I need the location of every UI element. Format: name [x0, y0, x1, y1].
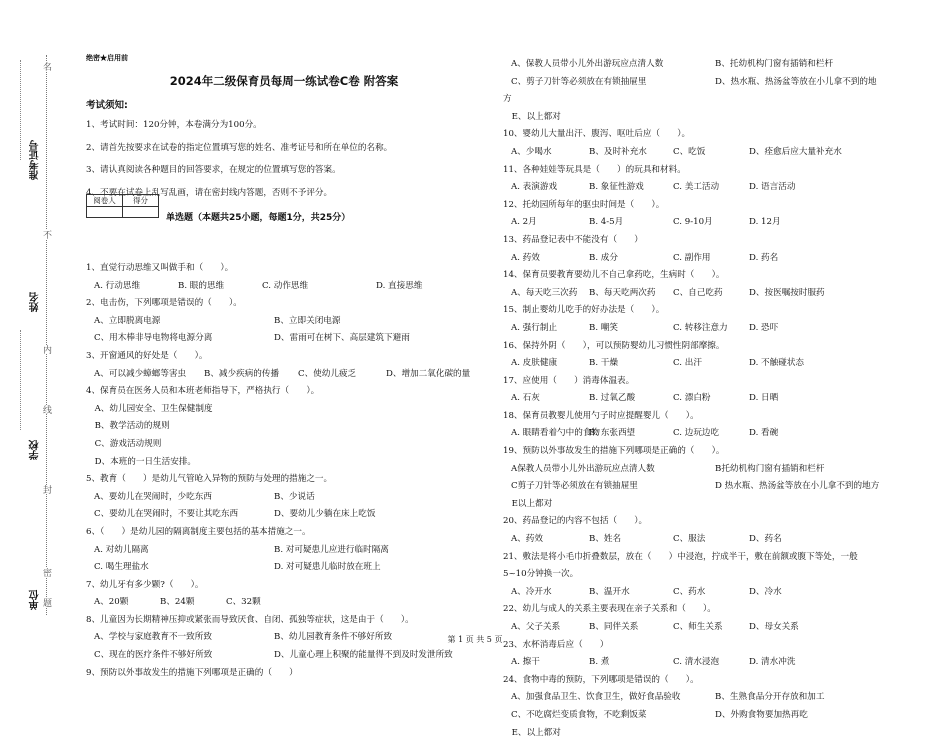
question-line: 22、幼儿与成人的关系主要表现在亲子关系和（ ）。	[503, 604, 716, 615]
option-row	[503, 707, 908, 725]
option-choice: A、立即脱离电源	[94, 315, 161, 326]
option-choice: A. 眼睛看着勺中的食物	[511, 428, 601, 439]
question-line: 8、儿童因为长期精神压抑或紧张而导致厌食、自闭、孤独等症状，这是由于（ ）。	[86, 614, 414, 625]
option-choice: B. 煮	[589, 657, 610, 668]
option-choice: C. 美工活动	[673, 182, 720, 193]
option-choice: C剪子刀针等必须放在有锁抽屉里	[511, 481, 638, 492]
question-line: 21、敷法是将小毛巾折叠数层，放在（ ）中浸泡，拧成半干，敷在前额或腹下等处，一般	[503, 551, 858, 562]
option-row	[86, 313, 482, 331]
option-choice: A、药效	[511, 534, 543, 545]
option-choice: C、现在的医疗条件不够好所致	[94, 650, 213, 661]
option-choice: C、不吃腐烂变质食物，不吃剩饭菜	[511, 709, 647, 720]
option-choice: D. 12月	[749, 217, 781, 228]
margin-label-name: 姓名	[30, 292, 41, 312]
option-choice: B、同伴关系	[589, 622, 639, 632]
question-line: 18、保育员教婴儿使用勺子时应提醒婴儿（ ）。	[503, 410, 699, 421]
question-line: E、以上都对	[503, 111, 561, 122]
option-row	[503, 250, 908, 268]
margin-label-school: 学校	[30, 440, 41, 460]
option-choice: A. 擦干	[511, 657, 540, 668]
option-choice: C、使幼儿疲乏	[298, 368, 357, 379]
option-choice: A. 皮肤健康	[511, 358, 558, 369]
option-row	[503, 179, 908, 197]
left-question-column	[86, 260, 482, 682]
seal-char: 内	[41, 345, 51, 354]
page-title: 2024年二级保育员每周一练试卷C卷 附答案	[169, 74, 399, 88]
option-choice: A. 药效	[511, 252, 540, 263]
option-choice: B、及时补充水	[589, 146, 647, 157]
option-choice: D、冷水	[749, 586, 782, 597]
option-choice: C. 漂白粉	[673, 393, 711, 404]
option-row	[503, 654, 908, 672]
option-choice: D. 不触碰状态	[749, 358, 805, 369]
option-choice: D、热水瓶、热汤盆等放在小儿拿不到的地	[715, 76, 877, 87]
option-choice: D. 直接思维	[376, 280, 423, 291]
option-choice: B. 象征性游戏	[589, 182, 644, 193]
option-choice: A、父子关系	[511, 622, 561, 632]
question-line: 7、幼儿牙有多少颗?（ ）。	[86, 579, 204, 590]
score-header-grader: 阅卷人	[87, 195, 123, 207]
question-line: 23、水杯消毒后应（ ）	[503, 639, 609, 650]
option-choice: A. 表演游戏	[511, 182, 558, 193]
option-choice: A、每天吃三次药	[511, 287, 578, 298]
option-choice: D、儿童心理上积聚的能量得不到及时发泄所致	[274, 650, 453, 661]
option-row	[86, 647, 482, 665]
score-header-score: 得分	[123, 195, 159, 207]
notice-item: 2、请首先按要求在试卷的指定位置填写您的姓名、准考证号和所在单位的名称。	[86, 142, 393, 153]
notice-item: 1、考试时间：120分钟，本卷满分为100分。	[86, 120, 262, 130]
option-choice: A、加强食品卫生、饮食卫生，做好食品验收	[511, 692, 681, 703]
question-line: 24、食物中毒的预防，下列哪项是错误的（ ）。	[503, 674, 699, 685]
option-choice: A. 强行制止	[511, 322, 558, 333]
option-row	[86, 366, 482, 384]
option-choice: C、师生关系	[673, 622, 723, 632]
option-choice: A. 2月	[511, 217, 537, 228]
option-choice: B、生熟食品分开存放和加工	[715, 692, 825, 703]
notice-list	[86, 114, 392, 204]
confidential-mark: 绝密★启用前	[86, 53, 128, 62]
option-choice: D、药名	[749, 534, 782, 545]
option-choice: D. 药名	[749, 252, 779, 263]
question-line: E以上都对	[503, 498, 553, 509]
question-line: 4、保育员在医务人员和本班老师指导下，严格执行（ ）。	[86, 386, 320, 397]
option-row	[503, 425, 908, 443]
option-choice: D. 看碗	[749, 428, 779, 439]
notice-heading: 考试须知:	[86, 100, 128, 111]
option-choice: C. 9-10月	[673, 217, 713, 228]
option-choice: A、少喝水	[511, 146, 552, 157]
question-line: B、教学活动的规则	[86, 421, 170, 432]
option-choice: C、药水	[673, 586, 706, 597]
binding-margin	[0, 0, 70, 671]
option-row	[503, 74, 908, 92]
option-choice: D. 恐吓	[749, 322, 779, 333]
option-choice: D、增加二氧化碳的量	[386, 368, 471, 379]
seal-char: 线	[41, 405, 51, 414]
section-title: 单选题（本题共25小题，每题1分，共25分）	[166, 213, 351, 223]
option-choice: D、要幼儿少躺在床上吃饭	[274, 509, 376, 520]
score-cell	[87, 207, 123, 218]
option-choice: C、32颗	[226, 597, 261, 608]
question-line: 14、保育员要教育要幼儿不自己拿药吃，生病时（ ）。	[503, 270, 725, 281]
option-choice: C、要幼儿在哭闹时，不要让其吃东西	[94, 509, 239, 520]
seal-char: 封	[41, 485, 51, 494]
option-choice: D. 清水冲洗	[749, 657, 796, 668]
option-row	[503, 390, 908, 408]
margin-label-exam-id: 准考证号	[30, 140, 41, 180]
question-line: 2、电击伤，下列哪项是错误的（ ）。	[86, 298, 242, 309]
option-choice: D. 对可疑患儿临时放在班上	[274, 562, 381, 573]
option-row	[503, 531, 908, 549]
question-line: 1、直觉行动思维又叫做手和（ ）。	[86, 263, 234, 273]
option-choice: C、自己吃药	[673, 287, 723, 298]
option-row	[86, 278, 482, 296]
question-line: 5、教育（ ）是幼儿气管呛入异物的预防与处理的措施之一。	[86, 474, 333, 485]
question-line: A、幼儿园安全、卫生保健制度	[86, 403, 213, 414]
seal-char: 密	[41, 568, 51, 577]
option-choice: B. 嘲笑	[589, 322, 618, 333]
question-line: 13、药品登记表中不能没有（ ）	[503, 234, 643, 245]
option-row	[86, 542, 482, 560]
option-choice: C、服法	[673, 534, 706, 545]
option-choice: A保教人员带小儿外出游玩应点清人数	[511, 463, 655, 474]
option-choice: B、托幼机构门窗有插销和栏杆	[715, 59, 834, 69]
margin-label-unit: 单位	[30, 590, 41, 610]
option-choice: D、按医嘱按时服药	[749, 287, 825, 298]
option-choice: B、幼儿园教育条件不够好所致	[274, 632, 393, 643]
option-row	[86, 506, 482, 524]
option-choice: A、冷开水	[511, 586, 552, 597]
option-choice: B、每天吃两次药	[589, 287, 656, 298]
question-line: E、以上都对	[503, 727, 561, 738]
question-line: 9、预防以外事故发生的措施下列哪项是正确的（ ）	[86, 667, 298, 678]
notice-item: 3、请认真阅读各种题目的回答要求，在规定的位置填写您的答案。	[86, 165, 341, 175]
option-choice: D、痊愈后应大量补充水	[749, 146, 842, 157]
option-choice: D 热水瓶、热汤盆等放在小儿拿不到的地方	[715, 481, 880, 492]
seal-char: 名	[41, 62, 51, 71]
option-choice: C. 边玩边吃	[673, 428, 720, 439]
option-choice: A. 对幼儿隔离	[94, 544, 149, 555]
option-row	[86, 559, 482, 577]
question-line: C、游戏活动规则	[86, 438, 162, 449]
question-line: 17、应使用（ ）消毒体温表。	[503, 375, 635, 386]
notice-item: 4、不要在试卷上乱写乱画，请在密封线内答题，否则不予评分。	[86, 187, 333, 198]
option-row	[86, 594, 482, 612]
option-choice: C. 转移注意力	[673, 322, 728, 333]
seal-char: 题	[41, 598, 51, 607]
option-choice: B. 成分	[589, 252, 618, 263]
option-choice: A. 石灰	[511, 393, 540, 404]
option-choice: B. 干燥	[589, 358, 618, 369]
question-line: 19、预防以外事故发生的措施下列哪项是正确的（ ）。	[503, 446, 725, 457]
option-choice: B. 4-5月	[589, 217, 624, 228]
seal-line	[46, 55, 47, 615]
seal-char: 不	[41, 230, 51, 239]
option-row	[503, 689, 908, 707]
option-choice: A. 行动思维	[94, 280, 141, 291]
option-choice: D. 语言活动	[749, 182, 796, 193]
score-table	[86, 194, 159, 218]
option-row	[503, 214, 908, 232]
option-choice: B、姓名	[589, 534, 622, 545]
option-choice: C. 动作思维	[262, 280, 309, 291]
question-line: 16、保持外阴（ ），可以预防婴幼儿习惯性阴部摩擦。	[503, 340, 725, 351]
option-choice: B、少说话	[274, 491, 315, 502]
option-choice: C、剪子刀针等必须放在有锁抽屉里	[511, 76, 647, 87]
question-line: 方	[503, 94, 512, 105]
option-choice: B. 对可疑患儿应进行临时隔离	[274, 544, 389, 555]
option-row	[86, 330, 482, 348]
question-line: 3、开窗通风的好处是（ ）。	[86, 350, 208, 361]
option-choice: B、温开水	[589, 586, 630, 597]
option-choice: C. 副作用	[673, 252, 711, 263]
option-choice: C. 清水浸泡	[673, 657, 720, 668]
page-number: 第 1 页 共 5 页	[447, 635, 503, 644]
question-line: 6、（ ）是幼儿园的隔离制度主要包括的基本措施之一。	[86, 526, 311, 537]
option-choice: B、减少疾病的传播	[204, 368, 280, 379]
option-row	[503, 355, 908, 373]
question-line: 12、托幼园所每年的驱虫时间是（ ）。	[503, 199, 665, 210]
option-row	[503, 478, 908, 496]
option-choice: B、立即关闭电源	[274, 315, 341, 326]
option-row	[503, 584, 908, 602]
question-line: D、本班的一日生活安排。	[86, 456, 197, 467]
option-choice: A、保教人员带小儿外出游玩应点清人数	[511, 59, 664, 69]
option-choice: D. 日晒	[749, 393, 779, 404]
question-line: 20、药品登记的内容不包括（ ）。	[503, 516, 648, 527]
option-row	[503, 285, 908, 303]
option-choice: D、外购食物要加热再吃	[715, 709, 808, 720]
option-choice: B. 东张西望	[589, 428, 636, 439]
option-row	[503, 56, 908, 74]
question-line: 5~10分钟换一次。	[503, 569, 579, 580]
option-choice: B托幼机构门窗有插销和栏杆	[715, 463, 825, 474]
score-cell	[123, 207, 159, 218]
option-choice: B. 过氧乙酸	[589, 393, 636, 404]
option-row	[503, 320, 908, 338]
option-choice: A、20颗	[94, 597, 129, 608]
option-choice: A、学校与家庭教育不一致所致	[94, 632, 212, 643]
option-row	[86, 489, 482, 507]
option-choice: C、吃饭	[673, 146, 706, 157]
question-line: 15、制止婴幼儿吃手的好办法是（ ）。	[503, 305, 665, 316]
option-choice: C. 出汗	[673, 358, 702, 369]
option-choice: C、用木棒非导电物将电源分离	[94, 333, 213, 344]
option-choice: B、24颗	[160, 597, 195, 608]
option-choice: B. 眼的思维	[178, 280, 225, 291]
question-line: 11、各种娃娃等玩具是（ ）的玩具和材料。	[503, 164, 686, 175]
option-choice: A、可以减少蟑螂等害虫	[94, 368, 187, 379]
option-choice: A、要幼儿在哭闹时，少吃东西	[94, 491, 212, 502]
option-choice: D、母女关系	[749, 622, 799, 632]
option-row	[503, 144, 908, 162]
option-row	[503, 461, 908, 479]
option-choice: C. 喝生理盐水	[94, 562, 149, 573]
option-choice: D、雷雨可在树下、高层建筑下避雨	[274, 333, 410, 344]
question-line: 10、婴幼儿大量出汗、腹泻、呕吐后应（ ）。	[503, 129, 691, 140]
